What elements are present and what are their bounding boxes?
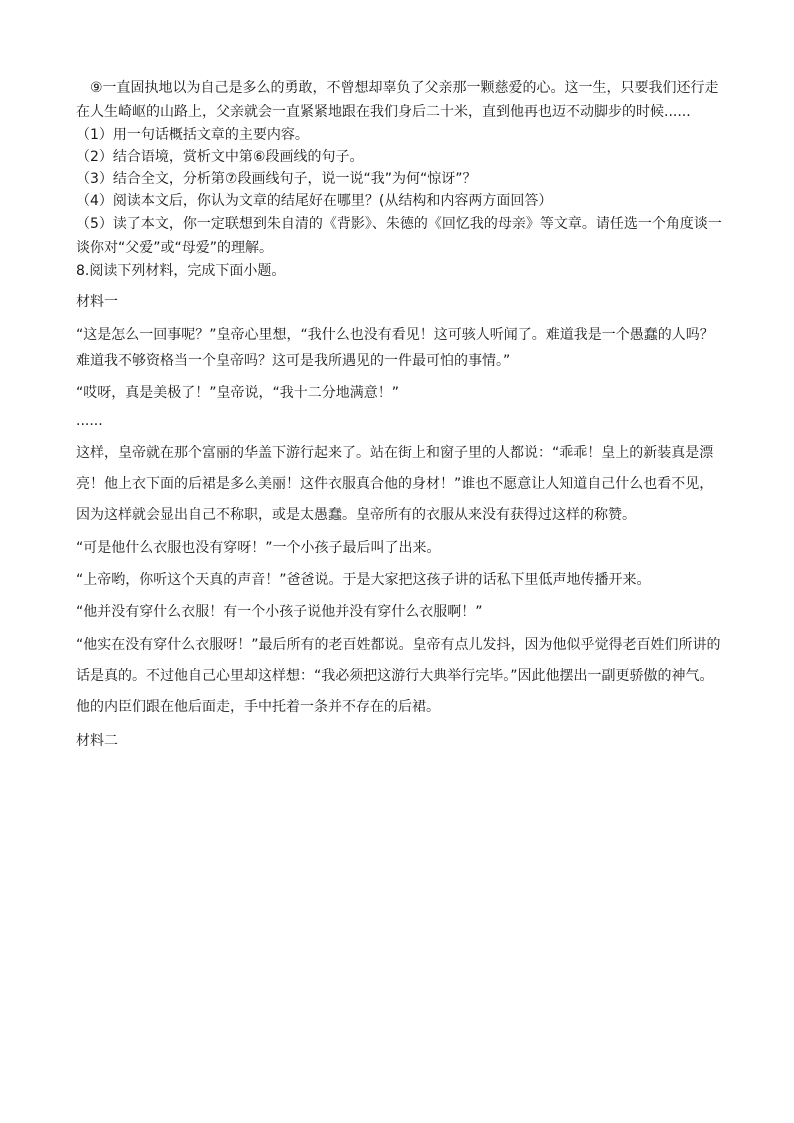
material-2-label: 材料二 — [76, 733, 118, 749]
question-3: （3）结合全文，分析第⑦段画线句子，说一说“我”为何“惊讶”？ — [76, 171, 477, 187]
question-8-heading: 8.阅读下列材料，完成下面小题。 — [76, 263, 286, 279]
question-5: （5）读了本文，你一定联想到朱自清的《背影》、朱德的《回忆我的母亲》等文章。请任选一个角度谈一谈你对“父爱”或“母爱”的理解。 — [76, 216, 722, 256]
material-1-paragraph-4: “可是他什么衣服也没有穿呀！”一个小孩子最后叫了出来。 — [76, 540, 441, 556]
material-1-paragraph-3: 这样，皇帝就在那个富丽的华盖下游行起来了。站在街上和窗子里的人都说：“乖乖！皇上的新装真是漂亮！他上衣下面的后裙是多么美丽！这件衣服真合他的身材！”谁也不愿意让人知道自己什么也看不见，因为这样就会显出自己不称职，或是太愚蠢。皇帝所有的衣服从来没有获得过这样的称赞。 — [76, 445, 714, 523]
question-2: （2）结合语境，赏析文中第⑥段画线的句子。 — [76, 149, 364, 165]
paragraph-9: ⑨一直固执地以为自己是多么的勇敢，不曾想却辜负了父亲那一颗慈爱的心。这一生，只要我们还行走在人生崎岖的山路上，父亲就会一直紧紧地跟在我们身后二十米，直到他再也迈不动脚步的时候...... — [76, 80, 719, 120]
material-1-paragraph-7: “他实在没有穿什么衣服呀！”最后所有的老百姓都说。皇帝有点儿发抖，因为他似乎觉得老百姓们所讲的话是真的。不过他自己心里却这样想：“我必须把这游行大典举行完毕。”因此他摆出一副更骄傲的神气。他的内臣们跟在他后面走，手中托着一条并不存在的后裙。 — [76, 637, 721, 715]
question-list — [76, 124, 726, 260]
question-1: （1）用一句话概括文章的主要内容。 — [76, 127, 309, 143]
document-content — [76, 76, 726, 755]
material-1-label: 材料一 — [76, 294, 118, 310]
question-4: （4）阅读本文后，你认为文章的结尾好在哪里？(从结构和内容两方面回答） — [76, 193, 553, 209]
material-1-paragraph-5: “上帝哟，你听这个天真的声音！”爸爸说。于是大家把这孩子讲的话私下里低声地传播开来。 — [76, 572, 651, 588]
material-1-ellipsis: ...... — [76, 413, 103, 429]
material-1-paragraph-1: “这是怎么一回事呢？”皇帝心里想，“我什么也没有看见！这可骇人听闻了。难道我是一个愚蠢的人吗？难道我不够资格当一个皇帝吗？这可是我所遇见的一件最可怕的事情。” — [76, 327, 714, 369]
material-1-paragraph-6: “他并没有穿什么衣服！有一个小孩子说他并没有穿什么衣服啊！” — [76, 604, 483, 620]
material-1-paragraph-2: “哎呀，真是美极了！”皇帝说，“我十二分地满意！” — [76, 385, 400, 401]
